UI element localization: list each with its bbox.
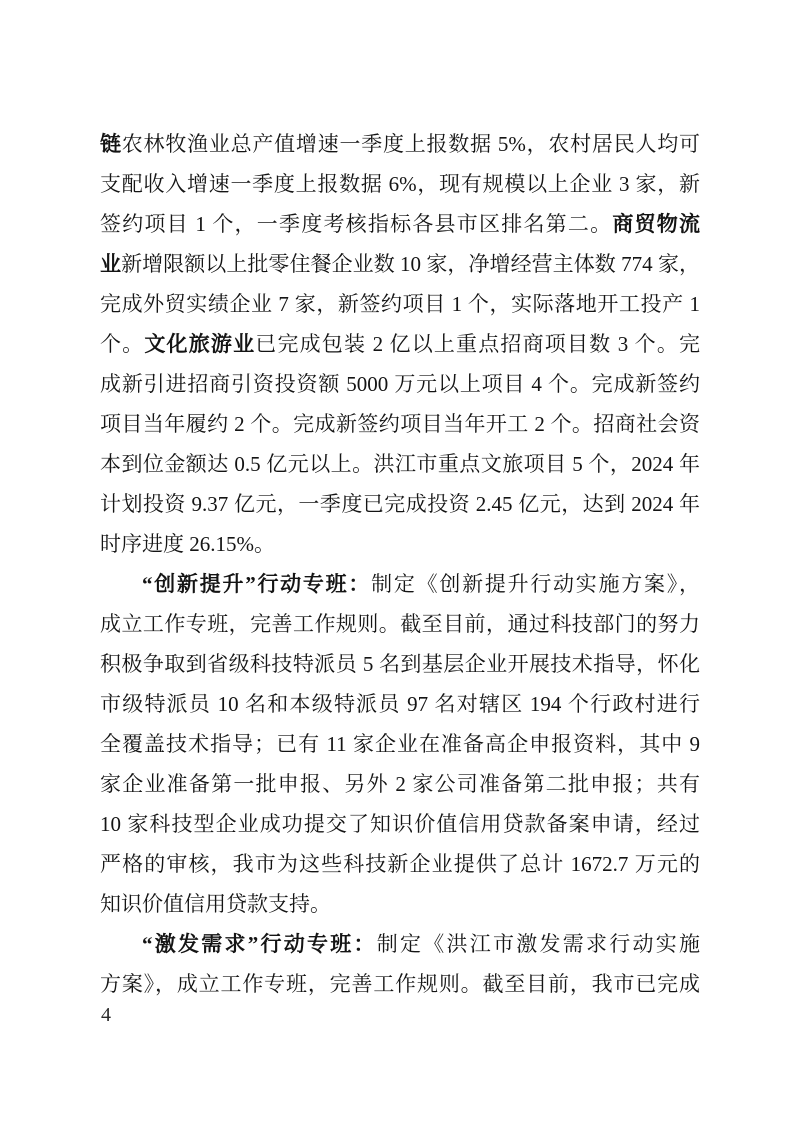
text-run: 本到位金额达 0.5 亿元以上。洪江市重点文旅项目 5 个，2024 年 <box>100 452 700 476</box>
text-line <box>100 324 700 364</box>
text-line <box>100 244 700 284</box>
text-run: 成新引进招商引资投资额 5000 万元以上项目 4 个。完成新签约 <box>100 372 700 396</box>
text-line <box>100 124 700 164</box>
text-line <box>100 164 700 204</box>
text-run: 个。 <box>100 332 145 356</box>
text-line <box>100 524 700 564</box>
text-run: 支配收入增速一季度上报数据 6%，现有规模以上企业 3 家，新 <box>100 172 700 196</box>
text-line <box>100 804 700 844</box>
text-run: 制定《创新提升行动实施方案》， <box>371 572 700 596</box>
text-line <box>100 404 700 444</box>
text-run: 知识价值信用贷款支持。 <box>100 892 331 916</box>
text-run: 制定《洪江市激发需求行动实施 <box>376 932 700 956</box>
text-run: 已完成包装 2 亿以上重点招商项目数 3 个。完 <box>255 332 701 356</box>
text-run: 市级特派员 10 名和本级特派员 97 名对辖区 194 个行政村进行 <box>100 692 700 716</box>
text-run: 严格的审核，我市为这些科技新企业提供了总计 1672.7 万元的 <box>100 852 700 876</box>
text-run: 成立工作专班，完善工作规则。截至目前，通过科技部门的努力 <box>100 612 700 636</box>
text-line <box>100 204 700 244</box>
text-run: 家企业准备第一批申报、另外 2 家公司准备第二批申报；共有 <box>100 772 700 796</box>
text-line <box>100 684 700 724</box>
bold-text-run: 业 <box>100 252 122 276</box>
text-line <box>100 444 700 484</box>
bold-text-run: 链 <box>100 132 122 156</box>
text-line <box>100 844 700 884</box>
text-run: 农林牧渔业总产值增速一季度上报数据 5%，农村居民人均可 <box>121 132 701 156</box>
text-line <box>100 484 700 524</box>
text-line <box>100 604 700 644</box>
text-run: 方案》，成立工作专班，完善工作规则。截至目前，我市已完成 <box>100 972 700 996</box>
text-line <box>100 564 700 604</box>
text-run: 签约项目 1 个，一季度考核指标各县市区排名第二。 <box>100 212 613 236</box>
text-run: 积极争取到省级科技特派员 5 名到基层企业开展技术指导，怀化 <box>100 652 700 676</box>
text-run: 时序进度 26.15%。 <box>100 532 275 556</box>
text-run: 计划投资 9.37 亿元，一季度已完成投资 2.45 亿元，达到 2024 年 <box>100 492 700 516</box>
text-line <box>100 884 700 924</box>
text-run: 10 家科技型企业成功提交了知识价值信用贷款备案申请，经过 <box>100 812 700 836</box>
bold-text-run: 商贸物流 <box>612 212 701 236</box>
document-text <box>100 124 700 1004</box>
text-run: 项目当年履约 2 个。完成新签约项目当年开工 2 个。招商社会资 <box>100 412 700 436</box>
text-run: 全覆盖技术指导；已有 11 家企业在准备高企申报资料，其中 9 <box>100 732 700 756</box>
text-line <box>100 284 700 324</box>
page-number: 4 <box>101 1004 111 1026</box>
bold-text-run: “创新提升”行动专班： <box>142 572 372 596</box>
text-line <box>100 964 700 1004</box>
text-line <box>100 644 700 684</box>
text-line <box>100 924 700 964</box>
text-line <box>100 364 700 404</box>
text-run: 新增限额以上批零住餐企业数 10 家，净增经营主体数 774 家， <box>121 252 701 276</box>
bold-text-run: “激发需求”行动专班： <box>142 932 377 956</box>
text-line <box>100 764 700 804</box>
text-run: 完成外贸实绩企业 7 家，新签约项目 1 个，实际落地开工投产 1 <box>100 292 700 316</box>
bold-text-run: 文化旅游业 <box>144 332 256 356</box>
text-line <box>100 724 700 764</box>
